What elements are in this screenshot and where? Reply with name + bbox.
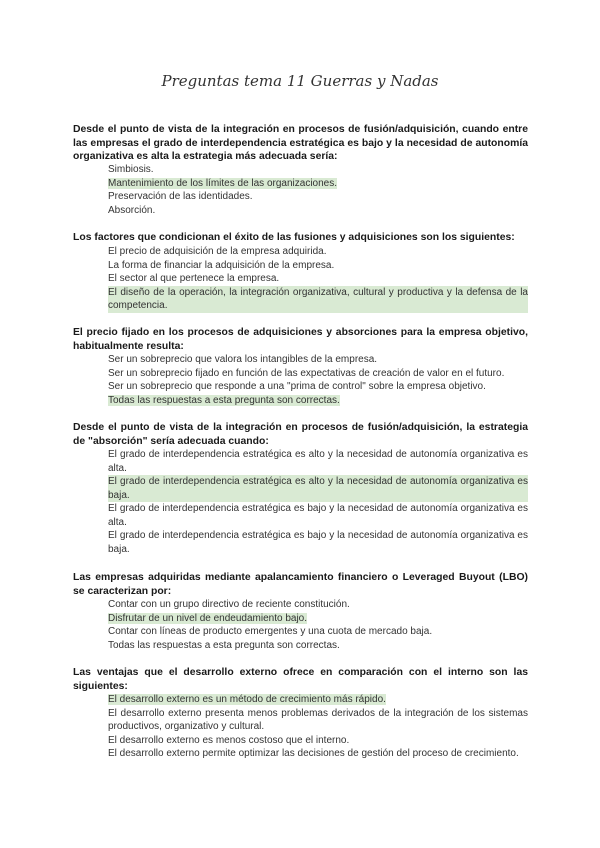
question-2-options — [108, 245, 528, 313]
option: Simbiosis. — [108, 164, 154, 175]
question-5-options — [108, 598, 528, 652]
option: Ser un sobreprecio que responde a una "prima de control" sobre la empresa objetivo. — [108, 381, 486, 392]
option: El grado de interdependencia estratégica es bajo y la necesidad de autonomía organizativa es alta. — [108, 503, 528, 528]
question-3-options — [108, 353, 528, 407]
option: El precio de adquisición de la empresa adquirida. — [108, 246, 327, 257]
question-1-options — [108, 163, 528, 217]
question-2: Los factores que condicionan el éxito de las fusiones y adquisiciones son los siguientes: — [73, 232, 515, 243]
option-correct: Todas las respuestas a esta pregunta son correctas. — [108, 394, 340, 406]
option: Ser un sobreprecio que valora los intangibles de la empresa. — [108, 354, 378, 365]
option-correct: El grado de interdependencia estratégica es alto y la necesidad de autonomía organizativa es baja. — [108, 476, 528, 501]
option-correct: Mantenimiento de los límites de las organizaciones. — [108, 177, 338, 189]
option: El desarrollo externo es menos costoso que el interno. — [108, 734, 350, 746]
option: Todas las respuestas a esta pregunta son correctas. — [108, 639, 340, 651]
question-4-options — [108, 448, 528, 556]
option: El desarrollo externo presenta menos problemas derivados de la integración de los sistemas productivos, organizativo y cultural. — [108, 707, 528, 732]
question-3: El precio fijado en los procesos de adquisiciones y absorciones para la empresa objetivo, habitualmente resulta: — [73, 327, 528, 352]
question-4: Desde el punto de vista de la integración en procesos de fusión/adquisición, la estrategia de "absorción" sería adecuada cuando: — [73, 422, 528, 447]
question-1: Desde el punto de vista de la integración en procesos de fusión/adquisición, cuando entre las empresas el grado de interdependencia estratégica es bajo y la necesidad de autonomía organizativa es alta la estrategia más adecuada sería: — [73, 124, 528, 162]
option-correct: El desarrollo externo es un método de crecimiento más rápido. — [108, 694, 386, 705]
option: El desarrollo externo permite optimizar las decisiones de gestión del proceso de crecimiento. — [108, 748, 519, 759]
option: Contar con líneas de producto emergentes y una cuota de mercado baja. — [108, 626, 433, 637]
option: El sector al que pertenece la empresa. — [108, 273, 280, 284]
option: La forma de financiar la adquisición de la empresa. — [108, 259, 335, 271]
option: Ser un sobreprecio fijado en función de las expectativas de creación de valor en el futuro. — [108, 367, 505, 379]
option-correct: El diseño de la operación, la integración organizativa, cultural y productiva y la defensa de la competencia. — [108, 286, 528, 311]
page-title: Preguntas tema 11 Guerras y Nadas — [161, 72, 439, 90]
question-6: Las ventajas que el desarrollo externo ofrece en comparación con el interno son las siguientes: — [73, 667, 528, 692]
option: Contar con un grupo directivo de reciente constitución. — [108, 599, 350, 610]
option-correct: Disfrutar de un nivel de endeudamiento bajo. — [108, 612, 308, 624]
option: Preservación de las identidades. — [108, 191, 253, 202]
question-5: Las empresas adquiridas mediante apalancamiento financiero o Leveraged Buyout (LBO) se caracterizan por: — [73, 572, 528, 597]
question-6-options — [108, 693, 528, 761]
option: El grado de interdependencia estratégica es alto y la necesidad de autonomía organizativa es alta. — [108, 449, 528, 474]
option: Absorción. — [108, 204, 156, 216]
option: El grado de interdependencia estratégica es bajo y la necesidad de autonomía organizativa es baja. — [108, 530, 528, 555]
